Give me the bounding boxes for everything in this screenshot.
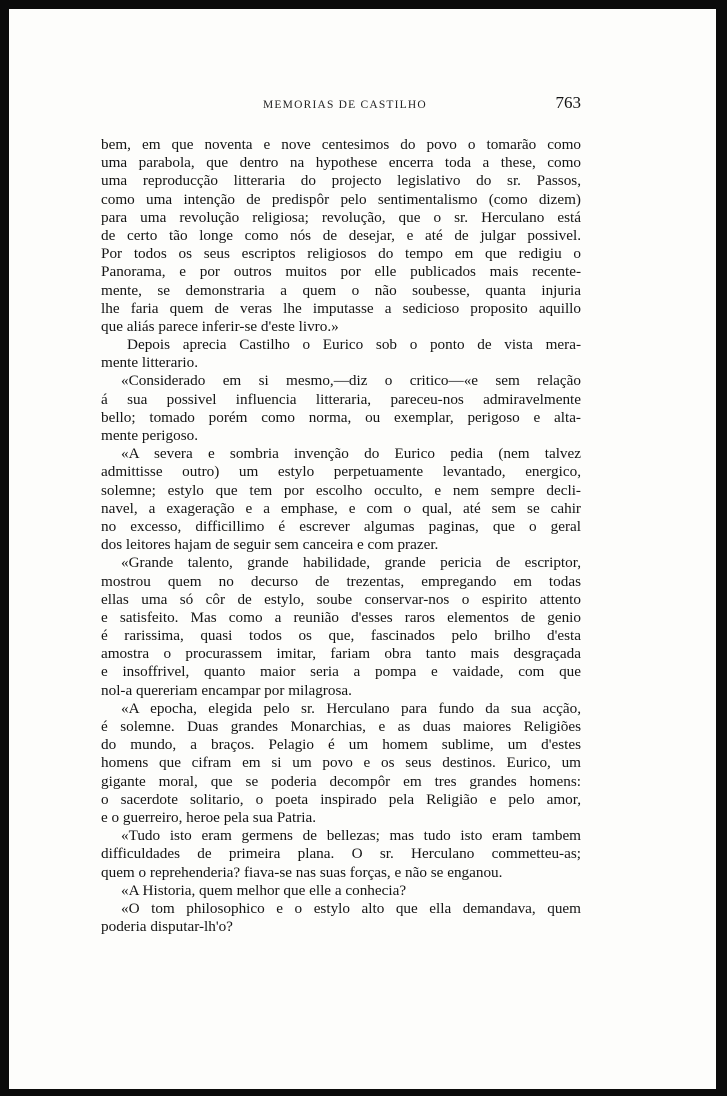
text-line: uma parabola, que dentro na hypothese encerra toda a these, como bbox=[101, 154, 581, 172]
text-line: amostra o procurassem imitar, fariam obra tanto mais desgraçada bbox=[101, 645, 581, 663]
text-line: mostrou quem no decurso de trezentas, empregando em todas bbox=[101, 572, 581, 590]
text-line: poderia disputar-lh'o? bbox=[101, 918, 233, 936]
text-line: dos leitores hajam de seguir sem canceira e com prazer. bbox=[101, 536, 439, 554]
text-line: Panorama, e por outros muitos por elle publicados mais recente- bbox=[101, 263, 581, 281]
text-line: difficuldades de primeira plana. O sr. Herculano commetteu-as; bbox=[101, 845, 581, 863]
text-line: á sua possivel influencia litteraria, pareceu-nos admiravelmente bbox=[101, 390, 581, 408]
text-line: e satisfeito. Mas como a reunião d'esses raros elementos de genio bbox=[101, 608, 581, 626]
text-line: bello; tomado porém como norma, ou exemplar, perigoso e alta- bbox=[101, 408, 581, 426]
text-line: «Considerado em si mesmo,—diz o critico—«e sem relação bbox=[121, 372, 581, 390]
text-line: e insoffrivel, quanto maior seria a pompa e vaidade, com que bbox=[101, 663, 581, 681]
page-header bbox=[101, 93, 581, 121]
text-line: «A epocha, elegida pelo sr. Herculano para fundo da sua acção, bbox=[121, 699, 581, 717]
text-line: é rarissima, quasi todos os que, fascinados pelo brilho d'esta bbox=[101, 627, 581, 645]
text-line: bem, em que noventa e nove centesimos do povo o tomarão como bbox=[101, 136, 581, 153]
book-page bbox=[9, 9, 716, 1089]
text-line: mente litterario. bbox=[101, 354, 198, 372]
text-line: ellas uma só côr de estylo, soube conservar-nos o espirito attento bbox=[101, 590, 581, 608]
text-line: o sacerdote solitario, o poeta inspirado pela Religião e pelo amor, bbox=[101, 790, 581, 808]
text-line: navel, a exageração e a emphase, e com o qual, até sem se cahir bbox=[101, 499, 581, 517]
text-line: que aliás parece inferir-se d'este livro.» bbox=[101, 317, 339, 335]
text-line: «A severa e sombria invenção do Eurico pedia (nem talvez bbox=[121, 445, 581, 463]
text-line: do mundo, a braços. Pelagio é um homem sublime, um d'estes bbox=[101, 736, 581, 754]
text-line: e o guerreiro, heroe pela sua Patria. bbox=[101, 808, 317, 826]
text-line: gigante moral, que se poderia decompôr em tres grandes homens: bbox=[101, 772, 581, 790]
text-line: «O tom philosophico e o estylo alto que ella demandava, quem bbox=[121, 899, 581, 917]
text-line: como uma intenção de predispôr pelo sentimentalismo (como dizem) bbox=[101, 190, 581, 208]
page-number: 763 bbox=[555, 93, 581, 112]
text-line: «A Historia, quem melhor que elle a conhecia? bbox=[121, 881, 407, 899]
running-title: MEMORIAS DE CASTILHO bbox=[263, 99, 427, 111]
text-line: uma reproducção litteraria do projecto legislativo do sr. Passos, bbox=[101, 172, 581, 190]
text-line: Depois aprecia Castilho o Eurico sob o ponto de vista mera- bbox=[127, 336, 581, 354]
text-line: admittisse outro) um estylo perpetuamente levantado, energico, bbox=[101, 463, 581, 481]
text-line: solemne; estylo que tem por escolho occulto, e nem sempre decli- bbox=[101, 481, 581, 499]
text-line: «Tudo isto eram germens de bellezas; mas tudo isto eram tambem bbox=[121, 827, 581, 845]
text-line: homens que cifram em si um povo e os seus destinos. Eurico, um bbox=[101, 754, 581, 772]
text-line: para uma revolução religiosa; revolução, que o sr. Herculano está bbox=[101, 208, 581, 226]
text-line: nol-a quereriam encampar por milagrosa. bbox=[101, 681, 352, 699]
body-text bbox=[101, 136, 581, 936]
text-line: quem o reprehenderia? fiava-se nas suas forças, e não se enganou. bbox=[101, 863, 503, 881]
text-line: no excesso, difficillimo é escrever algumas paginas, que o geral bbox=[101, 517, 581, 535]
text-line: é solemne. Duas grandes Monarchias, e as duas maiores Religiões bbox=[101, 718, 581, 735]
text-line: mente perigoso. bbox=[101, 427, 199, 444]
text-line: de certo tão longe como nós de desejar, e até de julgar possivel. bbox=[101, 226, 581, 244]
text-line: Por todos os seus escriptos religiosos do tempo em que redigiu o bbox=[101, 245, 581, 263]
text-line: «Grande talento, grande habilidade, grande pericia de escriptor, bbox=[121, 554, 581, 572]
text-line: lhe faria quem de veras lhe imputasse a sedicioso proposito aquillo bbox=[101, 299, 581, 317]
text-line: mente, se demonstraria a quem o não soubesse, quanta injuria bbox=[101, 281, 581, 299]
